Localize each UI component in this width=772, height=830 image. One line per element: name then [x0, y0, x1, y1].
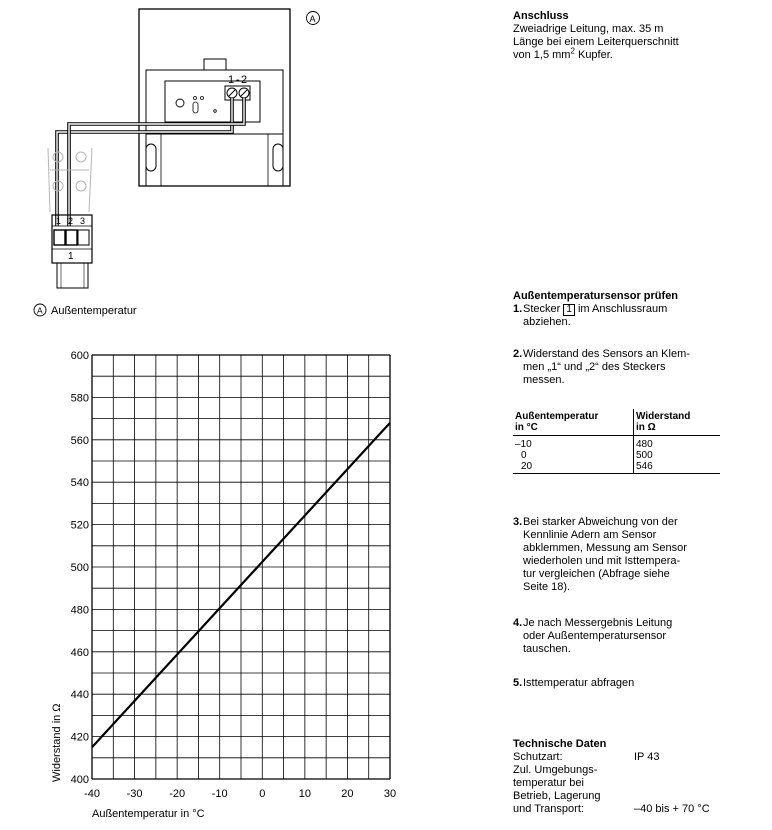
anschluss-line: von 1,5 $mm^2$ Kupfer. [513, 46, 613, 61]
tech-data-section: Technische Daten Schutzart: IP 43 Zul. Umgebungs- temperatur bei Betrieb, Lagerung und Transport: –40 bis + 70 °C [513, 738, 710, 815]
y-tick-labels [71, 350, 89, 786]
y-tick-label: 440 [70, 689, 89, 702]
terminal-label-1: 1 [228, 74, 235, 86]
table-row: 20 546 [513, 461, 720, 474]
x-tick-label: 30 [383, 788, 397, 800]
terminal-label-2: 2 [241, 74, 248, 86]
plug-terminal-label-1: 1 [56, 216, 62, 226]
y-tick-label: 520 [70, 519, 89, 532]
resistance-chart [0, 340, 420, 830]
caption-text: Außentemperatur [51, 305, 137, 317]
table-row: –10 480 [513, 436, 720, 451]
anschluss-line: Länge bei einem Leiterquerschnitt [513, 36, 679, 48]
y-tick-label: 600 [70, 350, 89, 362]
x-tick-label: -20 [169, 788, 186, 800]
y-tick-label: 540 [70, 477, 89, 490]
table-header-temperature: Außentemperatur in °C [513, 409, 634, 436]
anschluss-heading: Anschluss [513, 10, 569, 22]
y-tick-label: 460 [70, 646, 89, 659]
x-tick-label: 10 [298, 788, 311, 800]
step-5: 5. Isttemperatur abfragen [513, 677, 635, 689]
plug-bottom [57, 263, 88, 288]
mounting-slot-right [273, 144, 283, 171]
table-row: 0 500 [513, 450, 720, 461]
x-axis-label: Außentemperatur in °C [92, 808, 205, 820]
y-tick-label: 560 [70, 434, 89, 447]
caption-letter: A [37, 305, 43, 316]
sensor-housing [139, 9, 290, 186]
chart-grid [92, 355, 390, 779]
callout-letter: A [309, 14, 316, 24]
x-tick-labels [84, 788, 396, 800]
plug-terminal-label-2: 2 [68, 216, 74, 226]
y-axis-label: Widerstand in Ω [51, 703, 63, 782]
plug-terminal-label-3: 3 [80, 216, 86, 226]
housing-tab [204, 59, 226, 70]
anschluss-section [513, 10, 743, 62]
x-tick-label: 20 [341, 788, 354, 800]
resistance-table [513, 409, 720, 474]
y-tick-label: 480 [70, 604, 89, 617]
anschluss-line: Zweiadrige Leitung, max. 35 m [513, 23, 664, 35]
pruefen-heading: Außentemperatursensor prüfen [513, 290, 679, 302]
y-tick-label: 500 [70, 562, 89, 574]
x-tick-label: -10 [211, 788, 228, 800]
plug-slot-1 [54, 230, 65, 245]
y-tick-label: 400 [70, 774, 89, 786]
y-tick-label: 580 [70, 392, 89, 405]
plug-number: 1 [68, 251, 74, 262]
plug-slot-2 [66, 230, 77, 245]
mounting-slot-left [146, 144, 156, 171]
svg-text:-: - [236, 74, 240, 86]
housing-base [146, 134, 283, 186]
plug-slot-3 [78, 230, 89, 245]
step-1: 1. Stecker 1 im Anschlussraum abziehen. [513, 303, 668, 328]
x-tick-label: -30 [126, 788, 143, 800]
step-2: 2. Widerstand des Sensors an Klem- men „1“ und „2“ des Steckers messen. [513, 348, 690, 386]
step-3: 3. Bei starker Abweichung von der Kennlinie Adern am Sensor abklemmen, Messung am Sensor wiederholen und mit Isttempera- tur vergleichen (Abfrage siehe Seite 18). [513, 516, 687, 593]
table-header-resistance: Widerstand in Ω [634, 409, 721, 436]
tech-heading: Technische Daten [513, 738, 607, 750]
step-4: 4. Je nach Messergebnis Leitung oder Außentemperatursensor tauschen. [513, 617, 673, 655]
x-tick-label: 0 [259, 788, 266, 800]
y-tick-label: 420 [70, 731, 89, 744]
wiring-diagram [0, 0, 340, 330]
plug-reference-box: 1 [563, 304, 575, 316]
x-tick-label: -40 [84, 788, 100, 800]
